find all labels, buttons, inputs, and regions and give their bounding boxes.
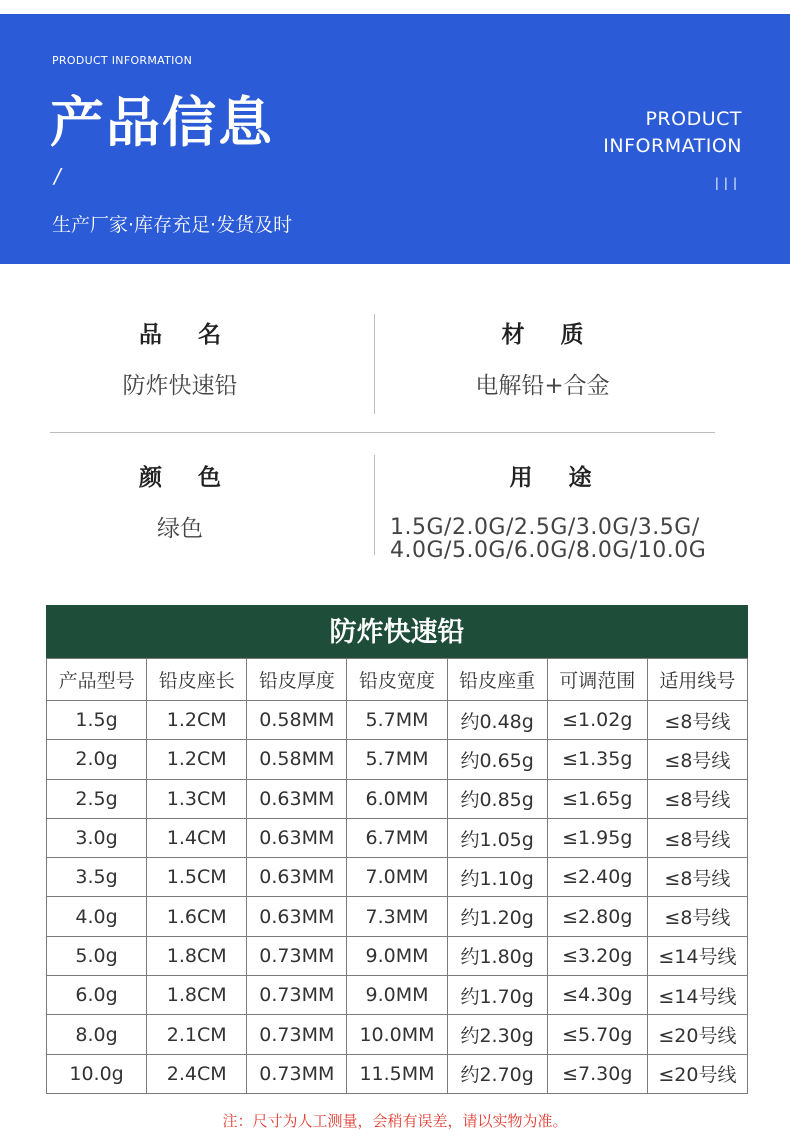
spec-table-grid (46, 658, 748, 1094)
table-cell: 2.0g (47, 740, 147, 779)
table-cell: 10.0g (47, 1054, 147, 1093)
table-cell: 4.0g (47, 897, 147, 936)
table-cell: ≤8号线 (647, 858, 747, 897)
table-cell: 5.0g (47, 936, 147, 975)
table-row (47, 1054, 748, 1093)
table-cell: ≤1.95g (547, 818, 647, 857)
table-cell: 6.0MM (347, 779, 447, 818)
table-cell: ≤1.02g (547, 701, 647, 740)
table-cell: 约1.70g (447, 976, 547, 1015)
table-cell: ≤8号线 (647, 897, 747, 936)
attr-material (400, 316, 685, 400)
banner-bars-decoration: ||| (714, 176, 742, 190)
attr-material-value: 电解铅+合金 (475, 373, 610, 399)
attr-color-label: 颜色 (139, 465, 257, 491)
table-cell: 11.5MM (347, 1054, 447, 1093)
table-cell: ≤2.40g (547, 858, 647, 897)
banner-slash-decoration: / (54, 164, 61, 188)
column-header: 铅皮座重 (447, 659, 547, 701)
banner-tagline: 生产厂家·库存充足·发货及时 (52, 214, 293, 236)
table-cell: 约1.20g (447, 897, 547, 936)
table-cell: ≤4.30g (547, 976, 647, 1015)
attr-color-value: 绿色 (157, 516, 203, 542)
table-cell: 0.73MM (247, 1015, 347, 1054)
table-cell: 0.58MM (247, 701, 347, 740)
table-cell: ≤8号线 (647, 779, 747, 818)
table-cell: 0.73MM (247, 1054, 347, 1093)
attr-usage-label: 用途 (509, 465, 628, 491)
attr-name-label: 品名 (139, 322, 257, 348)
table-row (47, 701, 748, 740)
banner-subtitle-en: PRODUCT INFORMATION (52, 54, 193, 67)
column-header: 铅皮厚度 (247, 659, 347, 701)
spec-table (46, 605, 748, 1094)
table-cell: ≤20号线 (647, 1054, 747, 1093)
product-attributes (50, 300, 715, 580)
table-cell: 约2.70g (447, 1054, 547, 1093)
table-cell: 约2.30g (447, 1015, 547, 1054)
table-cell: 约1.80g (447, 936, 547, 975)
table-row (47, 858, 748, 897)
table-cell: 6.0g (47, 976, 147, 1015)
attr-color (80, 459, 280, 543)
attr-name (80, 316, 280, 400)
table-row (47, 936, 748, 975)
attr-usage (386, 459, 715, 562)
attr-usage-line1: 1.5G/2.0G/2.5G/3.0G/3.5G/ (390, 515, 700, 540)
table-cell: 0.63MM (247, 858, 347, 897)
table-cell: 0.73MM (247, 936, 347, 975)
table-cell: 5.7MM (347, 701, 447, 740)
table-cell: 1.8CM (147, 936, 247, 975)
column-header: 可调范围 (547, 659, 647, 701)
table-cell: 7.3MM (347, 897, 447, 936)
banner-right-line2: INFORMATION (603, 135, 742, 157)
table-cell: 7.0MM (347, 858, 447, 897)
table-header-row (47, 659, 748, 701)
banner-title: 产品信息 (50, 91, 274, 154)
table-row (47, 740, 748, 779)
table-cell: 10.0MM (347, 1015, 447, 1054)
table-cell: 0.63MM (247, 818, 347, 857)
table-cell: 2.1CM (147, 1015, 247, 1054)
table-cell: ≤8号线 (647, 818, 747, 857)
table-cell: 5.7MM (347, 740, 447, 779)
table-cell: ≤8号线 (647, 740, 747, 779)
table-cell: ≤8号线 (647, 701, 747, 740)
table-cell: 约0.48g (447, 701, 547, 740)
table-cell: ≤7.30g (547, 1054, 647, 1093)
table-cell: 1.8CM (147, 976, 247, 1015)
attr-usage-value (386, 516, 715, 562)
table-row (47, 818, 748, 857)
divider-vertical (374, 314, 375, 414)
divider-vertical (374, 455, 375, 555)
table-cell: 9.0MM (347, 936, 447, 975)
attr-usage-line2: 4.0G/5.0G/6.0G/8.0G/10.0G (390, 538, 707, 563)
table-cell: 1.3CM (147, 779, 247, 818)
table-cell: 约1.10g (447, 858, 547, 897)
table-cell: 0.63MM (247, 779, 347, 818)
table-row (47, 1015, 748, 1054)
table-cell: 9.0MM (347, 976, 447, 1015)
measurement-note: 注：尺寸为人工测量，会稍有误差，请以实物为准。 (222, 1112, 568, 1130)
table-cell: 8.0g (47, 1015, 147, 1054)
attr-name-value: 防炸快速铅 (122, 373, 238, 399)
table-cell: 约1.05g (447, 818, 547, 857)
table-cell: ≤14号线 (647, 976, 747, 1015)
banner-right-en (603, 106, 742, 160)
table-cell: 2.4CM (147, 1054, 247, 1093)
table-row (47, 976, 748, 1015)
table-cell: 约0.65g (447, 740, 547, 779)
table-cell: 1.5g (47, 701, 147, 740)
table-cell: 1.5CM (147, 858, 247, 897)
table-cell: 3.0g (47, 818, 147, 857)
divider-horizontal (50, 432, 715, 433)
product-info-banner (0, 14, 790, 264)
column-header: 适用线号 (647, 659, 747, 701)
banner-right-line1: PRODUCT (645, 108, 742, 130)
table-cell: 0.73MM (247, 976, 347, 1015)
table-cell: 1.6CM (147, 897, 247, 936)
attr-material-label: 材质 (501, 322, 620, 348)
table-cell: ≤14号线 (647, 936, 747, 975)
table-cell: ≤5.70g (547, 1015, 647, 1054)
table-row (47, 897, 748, 936)
table-row (47, 779, 748, 818)
column-header: 铅皮座长 (147, 659, 247, 701)
column-header: 产品型号 (47, 659, 147, 701)
table-cell: 约0.85g (447, 779, 547, 818)
table-cell: 1.4CM (147, 818, 247, 857)
table-cell: 3.5g (47, 858, 147, 897)
table-cell: 0.63MM (247, 897, 347, 936)
table-cell: ≤1.35g (547, 740, 647, 779)
table-cell: ≤3.20g (547, 936, 647, 975)
table-cell: ≤20号线 (647, 1015, 747, 1054)
spec-table-title: 防炸快速铅 (46, 605, 748, 658)
table-cell: 2.5g (47, 779, 147, 818)
table-cell: 1.2CM (147, 701, 247, 740)
table-cell: ≤2.80g (547, 897, 647, 936)
table-cell: 6.7MM (347, 818, 447, 857)
table-cell: 0.58MM (247, 740, 347, 779)
table-cell: ≤1.65g (547, 779, 647, 818)
table-cell: 1.2CM (147, 740, 247, 779)
column-header: 铅皮宽度 (347, 659, 447, 701)
